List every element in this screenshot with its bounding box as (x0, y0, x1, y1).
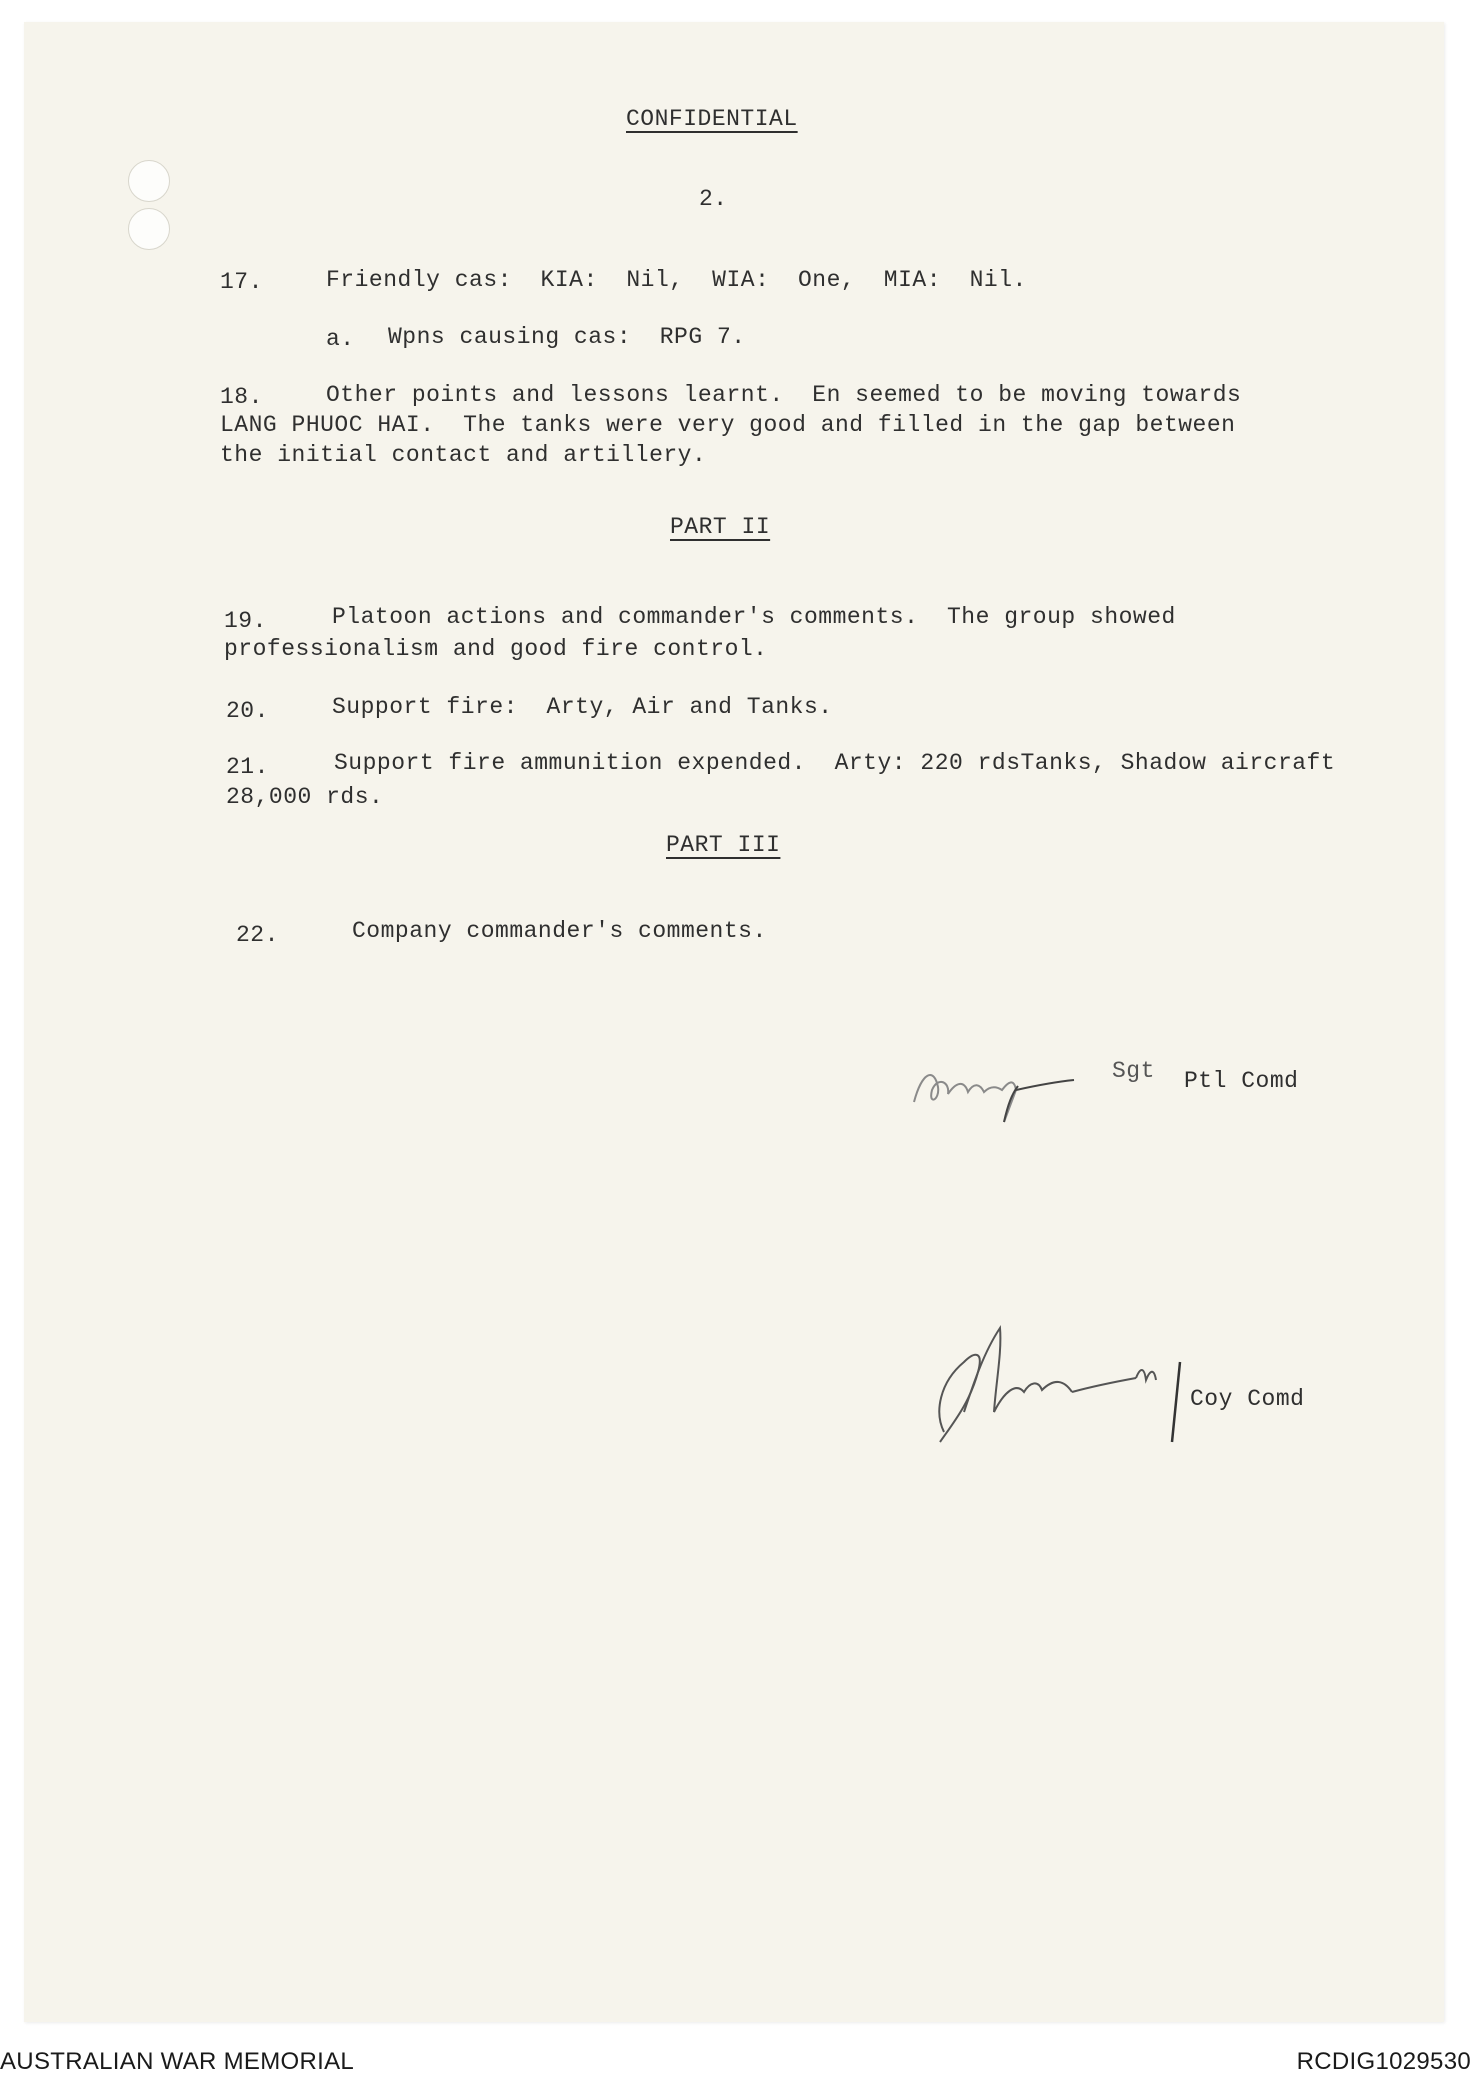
ptl-comd-title: Ptl Comd (1184, 1068, 1299, 1094)
item-text: Support fire: Arty, Air and Tanks. (332, 694, 833, 720)
coy-comd-title: Coy Comd (1190, 1386, 1305, 1412)
item-text-continued: professionalism and good fire control. (224, 636, 768, 662)
ptl-comd-rank: Sgt (1112, 1058, 1155, 1084)
item-text-continued: LANG PHUOC HAI. The tanks were very good and filled in the gap between (220, 412, 1236, 438)
item-text: Friendly cas: KIA: Nil, WIA: One, MIA: Nil. (326, 267, 1027, 293)
item-text: Company commander's comments. (352, 918, 767, 944)
item-text: Support fire ammunition expended. Arty: 220 rdsTanks, Shadow aircraft (334, 750, 1336, 776)
item-number: a. (326, 326, 355, 352)
footer-source: AUSTRALIAN WAR MEMORIAL (0, 2048, 355, 2075)
punch-hole (128, 208, 170, 250)
page-number: 2. (699, 186, 728, 212)
item-text-continued: the initial contact and artillery. (220, 442, 707, 468)
item-number: 21. (226, 754, 269, 780)
punch-hole (128, 160, 170, 202)
part-iii-heading: PART III (666, 832, 781, 858)
item-text: Platoon actions and commander's comments. The group showed (332, 604, 1176, 630)
document-page (24, 22, 1444, 2022)
item-number: 22. (236, 922, 279, 948)
item-number: 18. (220, 384, 263, 410)
part-ii-heading: PART II (670, 514, 771, 540)
item-text-continued: 28,000 rds. (226, 784, 384, 810)
item-text: Other points and lessons learnt. En seemed to be moving towards (326, 382, 1242, 408)
item-number: 19. (224, 608, 267, 634)
classification-heading: CONFIDENTIAL (626, 106, 798, 132)
ptl-comd-signature (904, 1042, 1124, 1132)
footer-record-id: RCDIG1029530 (1296, 2048, 1471, 2075)
item-text: Wpns causing cas: RPG 7. (388, 324, 746, 350)
item-number: 17. (220, 269, 263, 295)
item-number: 20. (226, 698, 269, 724)
coy-comd-signature (904, 1322, 1204, 1462)
